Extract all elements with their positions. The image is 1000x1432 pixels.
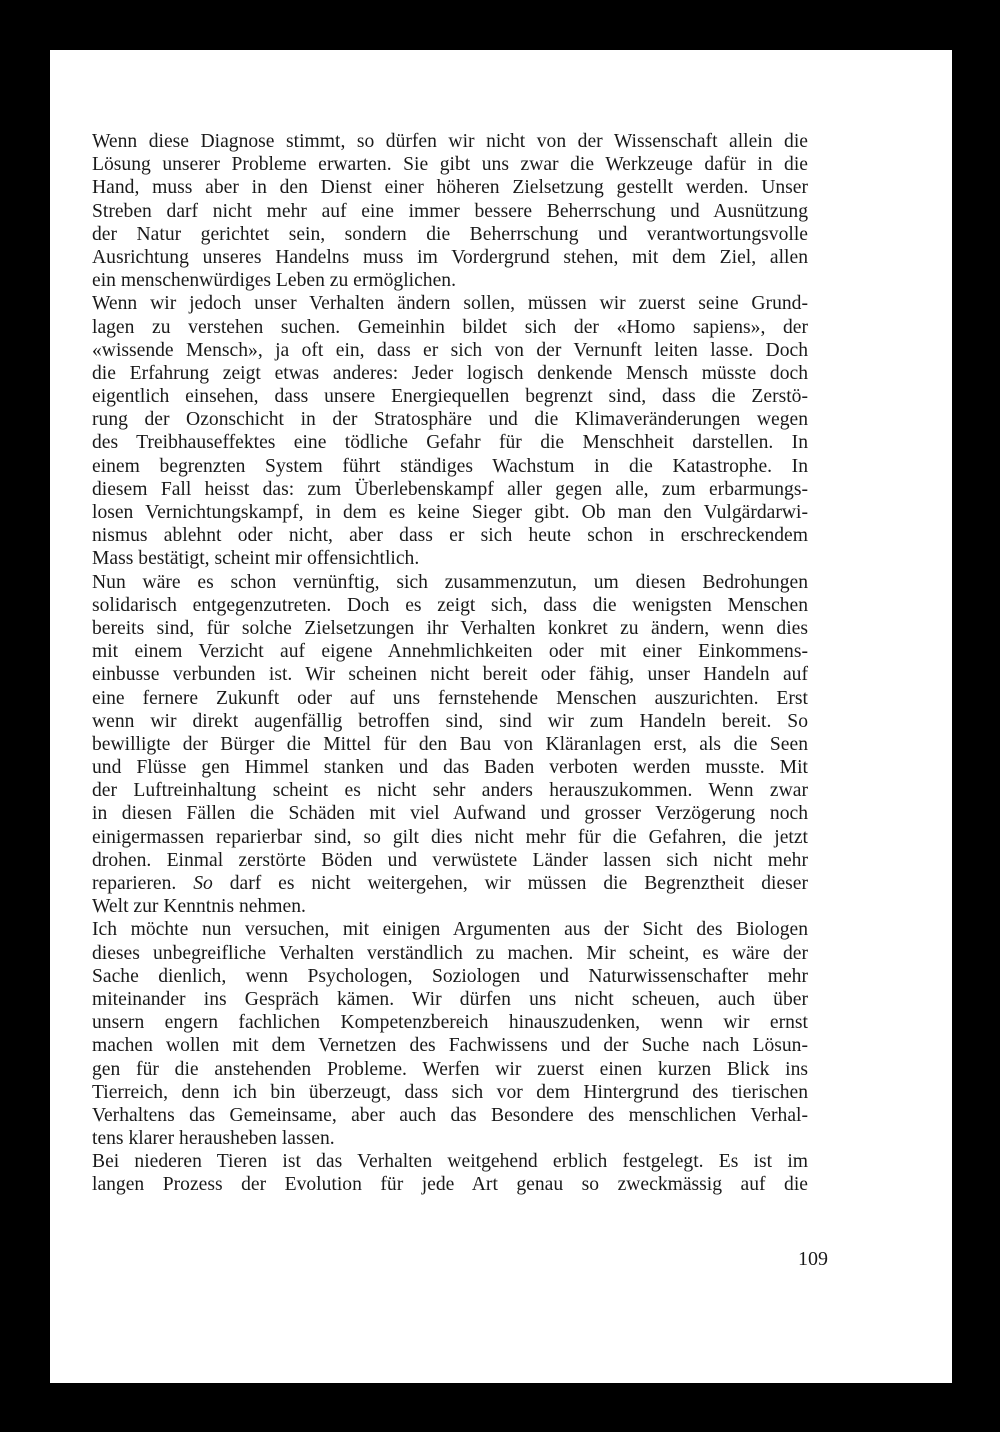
text-line: drohen. Einmal zerstörte Böden und verwüstete Länder lassen sich nicht mehr <box>92 849 808 871</box>
text-line: rung der Ozonschicht in der Stratosphäre und die Klimaveränderungen wegen <box>92 409 808 431</box>
text-line: solidarisch entgegenzutreten. Doch es zeigt sich, dass die wenigsten Menschen <box>92 594 808 616</box>
text-line: dieses unbegreifliche Verhalten verständlich zu machen. Mir scheint, es wäre der <box>92 942 808 964</box>
text-line: ein menschenwürdiges Leben zu ermöglichen. <box>92 270 456 292</box>
text-line: eine fernere Zukunft oder auf uns fernstehende Menschen auszurichten. Erst <box>92 687 808 709</box>
text-fragment: darf es nicht weitergehen, wir müssen die Begrenztheit dieser <box>212 873 808 894</box>
text-line: Hand, muss aber in den Dienst einer höheren Zielsetzung gestellt werden. Unser <box>92 177 808 199</box>
text-line: gen für die anstehenden Probleme. Werfen wir zuerst einen kurzen Blick ins <box>92 1058 808 1080</box>
text-line: einem begrenzten System führt ständiges Wachstum in die Katastrophe. In <box>92 455 808 477</box>
text-line: einigermassen reparierbar sind, so gilt dies nicht mehr für die Gefahren, die jetzt <box>92 826 808 848</box>
text-line: Tierreich, denn ich bin überzeugt, dass sich vor dem Hintergrund des tierischen <box>92 1081 808 1103</box>
text-line: miteinander ins Gespräch kämen. Wir dürfen uns nicht scheuen, auch über <box>92 988 808 1010</box>
text-line: unsern engern fachlichen Kompetenzbereich hinauszudenken, wenn wir ernst <box>92 1012 808 1034</box>
text-line: Welt zur Kenntnis nehmen. <box>92 896 306 918</box>
text-line: machen wollen mit dem Vernetzen des Fachwissens und der Suche nach Lösun- <box>92 1035 808 1057</box>
text-fragment: reparieren. <box>92 873 194 894</box>
text-line: Ich möchte nun versuchen, mit einigen Argumenten aus der Sicht des Biologen <box>92 919 808 941</box>
text-line: einbusse verbunden ist. Wir scheinen nicht bereit oder fähig, unser Handeln auf <box>92 664 808 686</box>
text-line-with-emphasis <box>92 872 808 895</box>
text-line: Bei niederen Tieren ist das Verhalten weitgehend erblich festgelegt. Es ist im <box>92 1151 808 1173</box>
text-line: mit einem Verzicht auf eigene Annehmlichkeiten oder mit einer Einkommens- <box>92 641 808 663</box>
text-line: Nun wäre es schon vernünftig, sich zusammenzutun, um diesen Bedrohungen <box>92 571 808 593</box>
text-line: Sache dienlich, wenn Psychologen, Soziologen und Naturwissenschafter mehr <box>92 965 808 987</box>
text-line: in diesen Fällen die Schäden mit viel Aufwand und grosser Verzögerung noch <box>92 803 808 825</box>
text-line: wenn wir direkt augenfällig betroffen sind, sind wir zum Handeln bereit. So <box>92 710 808 732</box>
text-line: Wenn wir jedoch unser Verhalten ändern sollen, müssen wir zuerst seine Grund- <box>92 293 808 315</box>
text-line: Mass bestätigt, scheint mir offensichtlich. <box>92 548 420 570</box>
text-line: des Treibhauseffektes eine tödliche Gefahr für die Menschheit darstellen. In <box>92 432 808 454</box>
text-line: Ausrichtung unseres Handelns muss im Vordergrund stehen, mit dem Ziel, allen <box>92 246 808 268</box>
text-line: bereits sind, für solche Zielsetzungen ihr Verhalten konkret zu ändern, wenn dies <box>92 617 808 639</box>
text-line: Streben darf nicht mehr auf eine immer bessere Beherrschung und Ausnützung <box>92 200 808 222</box>
text-line: langen Prozess der Evolution für jede Art genau so zweckmässig auf die <box>92 1174 808 1196</box>
emphasized-word: So <box>193 873 213 894</box>
text-line: und Flüsse gen Himmel stanken und das Baden verboten werden musste. Mit <box>92 757 808 779</box>
text-line: eigentlich einsehen, dass unsere Energiequellen begrenzt sind, dass die Zerstö- <box>92 386 808 408</box>
text-line: der Luftreinhaltung scheint es nicht sehr anders herauszukommen. Wenn zwar <box>92 780 808 802</box>
text-line: die Erfahrung zeigt etwas anderes: Jeder logisch denkende Mensch müsste doch <box>92 362 808 384</box>
text-line: «wissende Mensch», ja oft ein, dass er sich von der Vernunft leiten lasse. Doch <box>92 339 808 361</box>
text-line: Lösung unserer Probleme erwarten. Sie gibt uns zwar die Werkzeuge dafür in die <box>92 154 808 176</box>
text-line: Wenn diese Diagnose stimmt, so dürfen wir nicht von der Wissenschaft allein die <box>92 131 808 152</box>
text-line: tens klarer herausheben lassen. <box>92 1128 335 1150</box>
text-line: diesem Fall heisst das: zum Überlebenskampf aller gegen alle, zum erbarmungs- <box>92 478 808 500</box>
text-line: lagen zu verstehen suchen. Gemeinhin bildet sich der «Homo sapiens», der <box>92 316 808 338</box>
text-line: der Natur gerichtet sein, sondern die Beherrschung und verantwortungsvolle <box>92 223 808 245</box>
text-line: Verhaltens das Gemeinsame, aber auch das Besondere des menschlichen Verhal- <box>92 1104 808 1126</box>
text-line: bewilligte der Bürger die Mittel für den Bau von Kläranlagen erst, als die Seen <box>92 733 808 755</box>
text-line: losen Vernichtungskampf, in dem es keine Sieger gibt. Ob man den Vulgärdarwi- <box>92 502 808 523</box>
body-text <box>92 130 808 1197</box>
page-number: 109 <box>798 1248 828 1270</box>
text-line: nismus ablehnt oder nicht, aber dass er sich heute schon in erschreckendem <box>92 525 808 547</box>
book-page <box>50 50 952 1383</box>
